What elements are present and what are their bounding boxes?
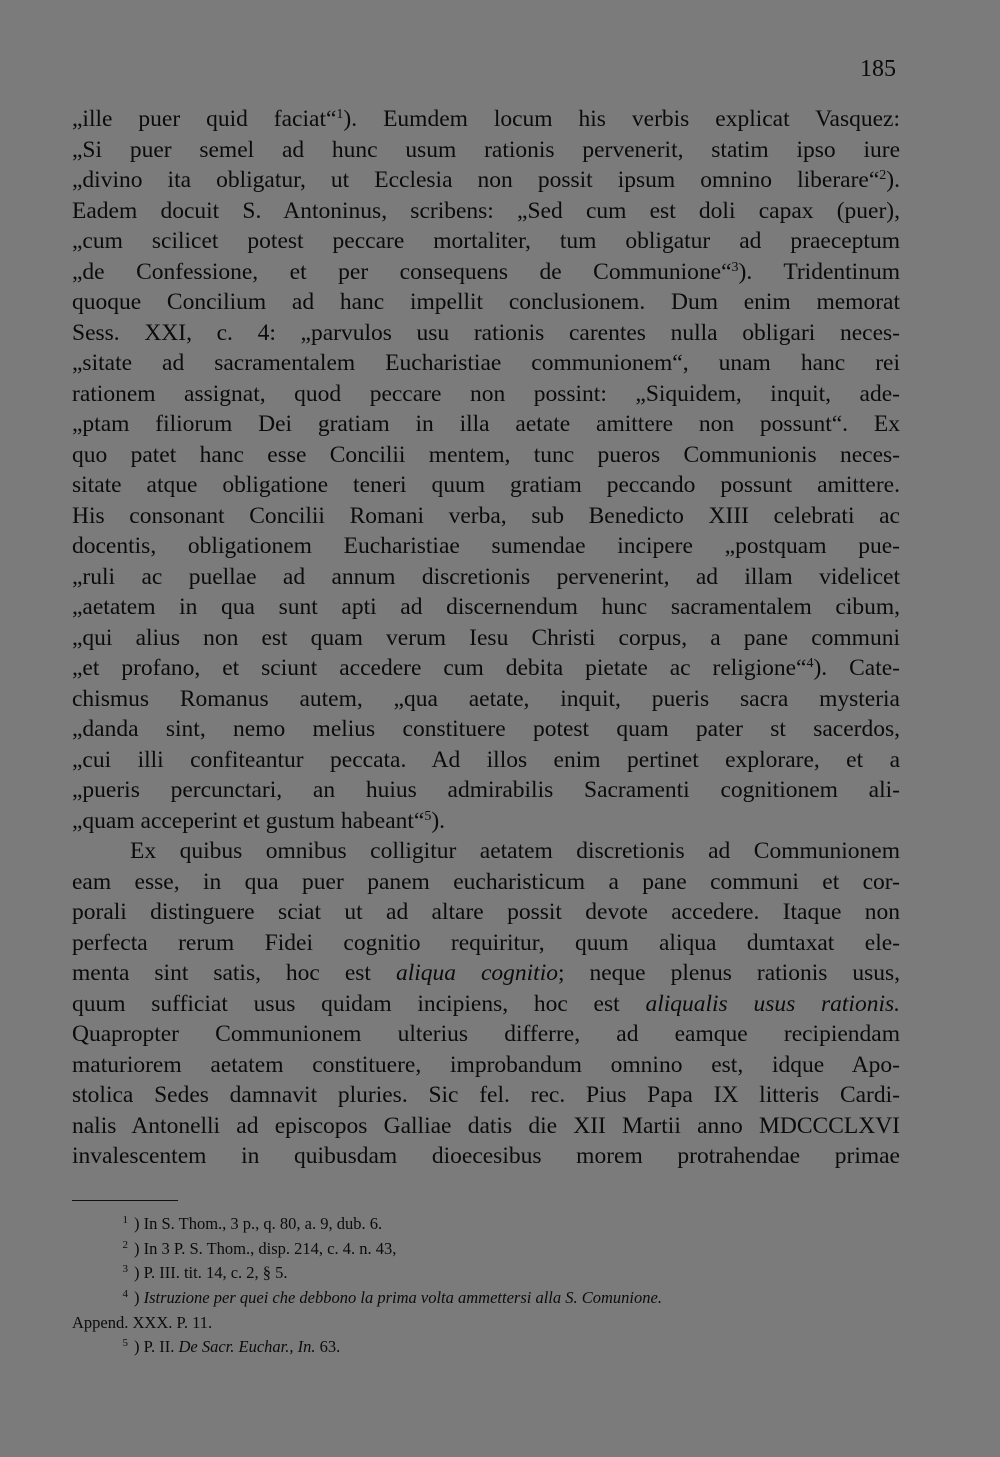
text-line: His consonant Concilii Romani verba, sub Benedicto XIII celebrati ac <box>72 502 900 529</box>
text-line: docentis, obligationem Eucharistiae sumendae incipere „postquam pue- <box>72 533 900 559</box>
text-line: „danda sint, nemo melius constituere potest quam pater st sacerdos, <box>72 716 900 742</box>
text-line: eam esse, in qua puer panem eucharisticum a pane communi et cor- <box>72 868 900 895</box>
text-line: „quam acceperint et gustum habeant“$^5$). <box>72 807 446 834</box>
footnote-4: $^4$ ) Istruzione per quei che debbono la prima volta ammettersi alla S. Comunione. <box>122 1288 662 1308</box>
text-line: nalis Antonelli ad episcopos Galliae datis die XII Martii anno MDCCCLXVI <box>72 1112 900 1139</box>
text-line: „ille puer quid faciat“$^1$). Eumdem locum his verbis explicat Vasquez: <box>72 106 900 132</box>
footnote-ref: 5 <box>424 808 432 824</box>
footnotes <box>72 1212 902 1360</box>
text-line: perfecta rerum Fidei cognitio requiritur, quum aliqua dumtaxat ele- <box>72 929 900 956</box>
text-line: „ruli ac puellae ad annum discretionis pervenerint, ad illam videlicet <box>72 563 900 590</box>
text-line: „divino ita obligatur, ut Ecclesia non possit ipsum omnino liberare“$^2$). <box>72 167 900 193</box>
italic-phrase: aliqualis usus rationis. <box>645 990 900 1017</box>
text-line: menta sint satis, hoc est aliqua cognitio; neque plenus rationis usus, <box>72 960 900 986</box>
italic-phrase: aliqua cognitio <box>395 960 558 986</box>
text-line: stolica Sedes damnavit pluries. Sic fel. rec. Pius Papa IX litteris Cardi- <box>72 1082 900 1108</box>
text-line: „et profano, et sciunt accedere cum debita pietate ac religione“$^4$). Cate- <box>72 655 900 681</box>
footnote-3: $^3$ ) P. III. tit. 14, c. 2, § 5. <box>122 1263 288 1283</box>
text-line: sitate atque obligatione teneri quum gratiam peccando possunt amittere. <box>72 472 900 498</box>
footnote-ref: 1 <box>336 107 344 122</box>
footnote-4-continuation: Append. XXX. P. 11. <box>72 1312 213 1332</box>
text-line: Ex quibus omnibus colligitur aetatem discretionis ad Communionem <box>130 838 900 864</box>
text-line: „de Confessione, et per consequens de Communione“$^3$). Tridentinum <box>72 258 900 285</box>
text-line: quoque Concilium ad hanc impellit conclusionem. Dum enim memorat <box>72 289 900 315</box>
text-line: porali distinguere sciat ut ad altare possit devote accedere. Itaque non <box>72 899 900 925</box>
text-line: „sitate ad sacramentalem Eucharistiae communionem“, unam hanc rei <box>72 350 900 376</box>
text-line: Sess. XXI, c. 4: „parvulos usu rationis carentes nulla obligari neces- <box>72 319 900 346</box>
footnote-ref: 2 <box>879 168 887 183</box>
body-text <box>72 104 900 1172</box>
text-line: „cui illi confiteantur peccata. Ad illos enim pertinet explorare, et a <box>72 746 900 773</box>
text-line: quum sufficiat usus quidam incipiens, hoc est aliqualis usus rationis. <box>72 990 900 1017</box>
text-line: „pueris percunctari, an huius admirabilis Sacramenti cognitionem ali- <box>72 777 900 803</box>
footnote-2: $^2$ ) In 3 P. S. Thom., disp. 214, c. 4. n. 43, <box>122 1238 397 1258</box>
footnote-ref: 3 <box>731 259 739 275</box>
text-line: „cum scilicet potest peccare mortaliter, tum obligatur ad praeceptum <box>72 228 900 254</box>
text-line: quo patet hanc esse Concilii mentem, tunc pueros Communionis neces- <box>72 441 900 468</box>
text-line: rationem assignat, quod peccare non possint: „Siquidem, inquit, ade- <box>72 380 900 407</box>
page-number: 185 <box>860 56 896 82</box>
text-line: „aetatem in qua sunt apti ad discernendum hunc sacramentalem cibum, <box>72 594 900 620</box>
footnote-ref: 4 <box>806 656 814 671</box>
footnote-divider <box>72 1200 178 1201</box>
text-line: „Si puer semel ad hunc usum rationis pervenerit, statim ipso iure <box>72 136 900 163</box>
text-line: „ptam filiorum Dei gratiam in illa aetate amittere non possunt“. Ex <box>72 411 900 437</box>
footnote-5: $^5$ ) P. II. De Sacr. Euchar., In. 63. <box>122 1337 341 1357</box>
text-line: Eadem docuit S. Antoninus, scribens: „Sed cum est doli capax (puer), <box>72 197 900 224</box>
text-line: invalescentem in quibusdam dioecesibus morem protrahendae primae <box>72 1143 900 1169</box>
text-line: Quapropter Communionem ulterius differre, ad eamque recipiendam <box>72 1021 900 1047</box>
text-line: chismus Romanus autem, „qua aetate, inquit, pueris sacra mysteria <box>72 685 900 712</box>
text-line: „qui alius non est quam verum Iesu Christi corpus, a pane communi <box>72 624 900 651</box>
text-line: maturiorem aetatem constituere, improbandum omnino est, idque Apo- <box>72 1051 900 1078</box>
footnote-1: $^1$ ) In S. Thom., 3 p., q. 80, a. 9, dub. 6. <box>122 1214 383 1233</box>
